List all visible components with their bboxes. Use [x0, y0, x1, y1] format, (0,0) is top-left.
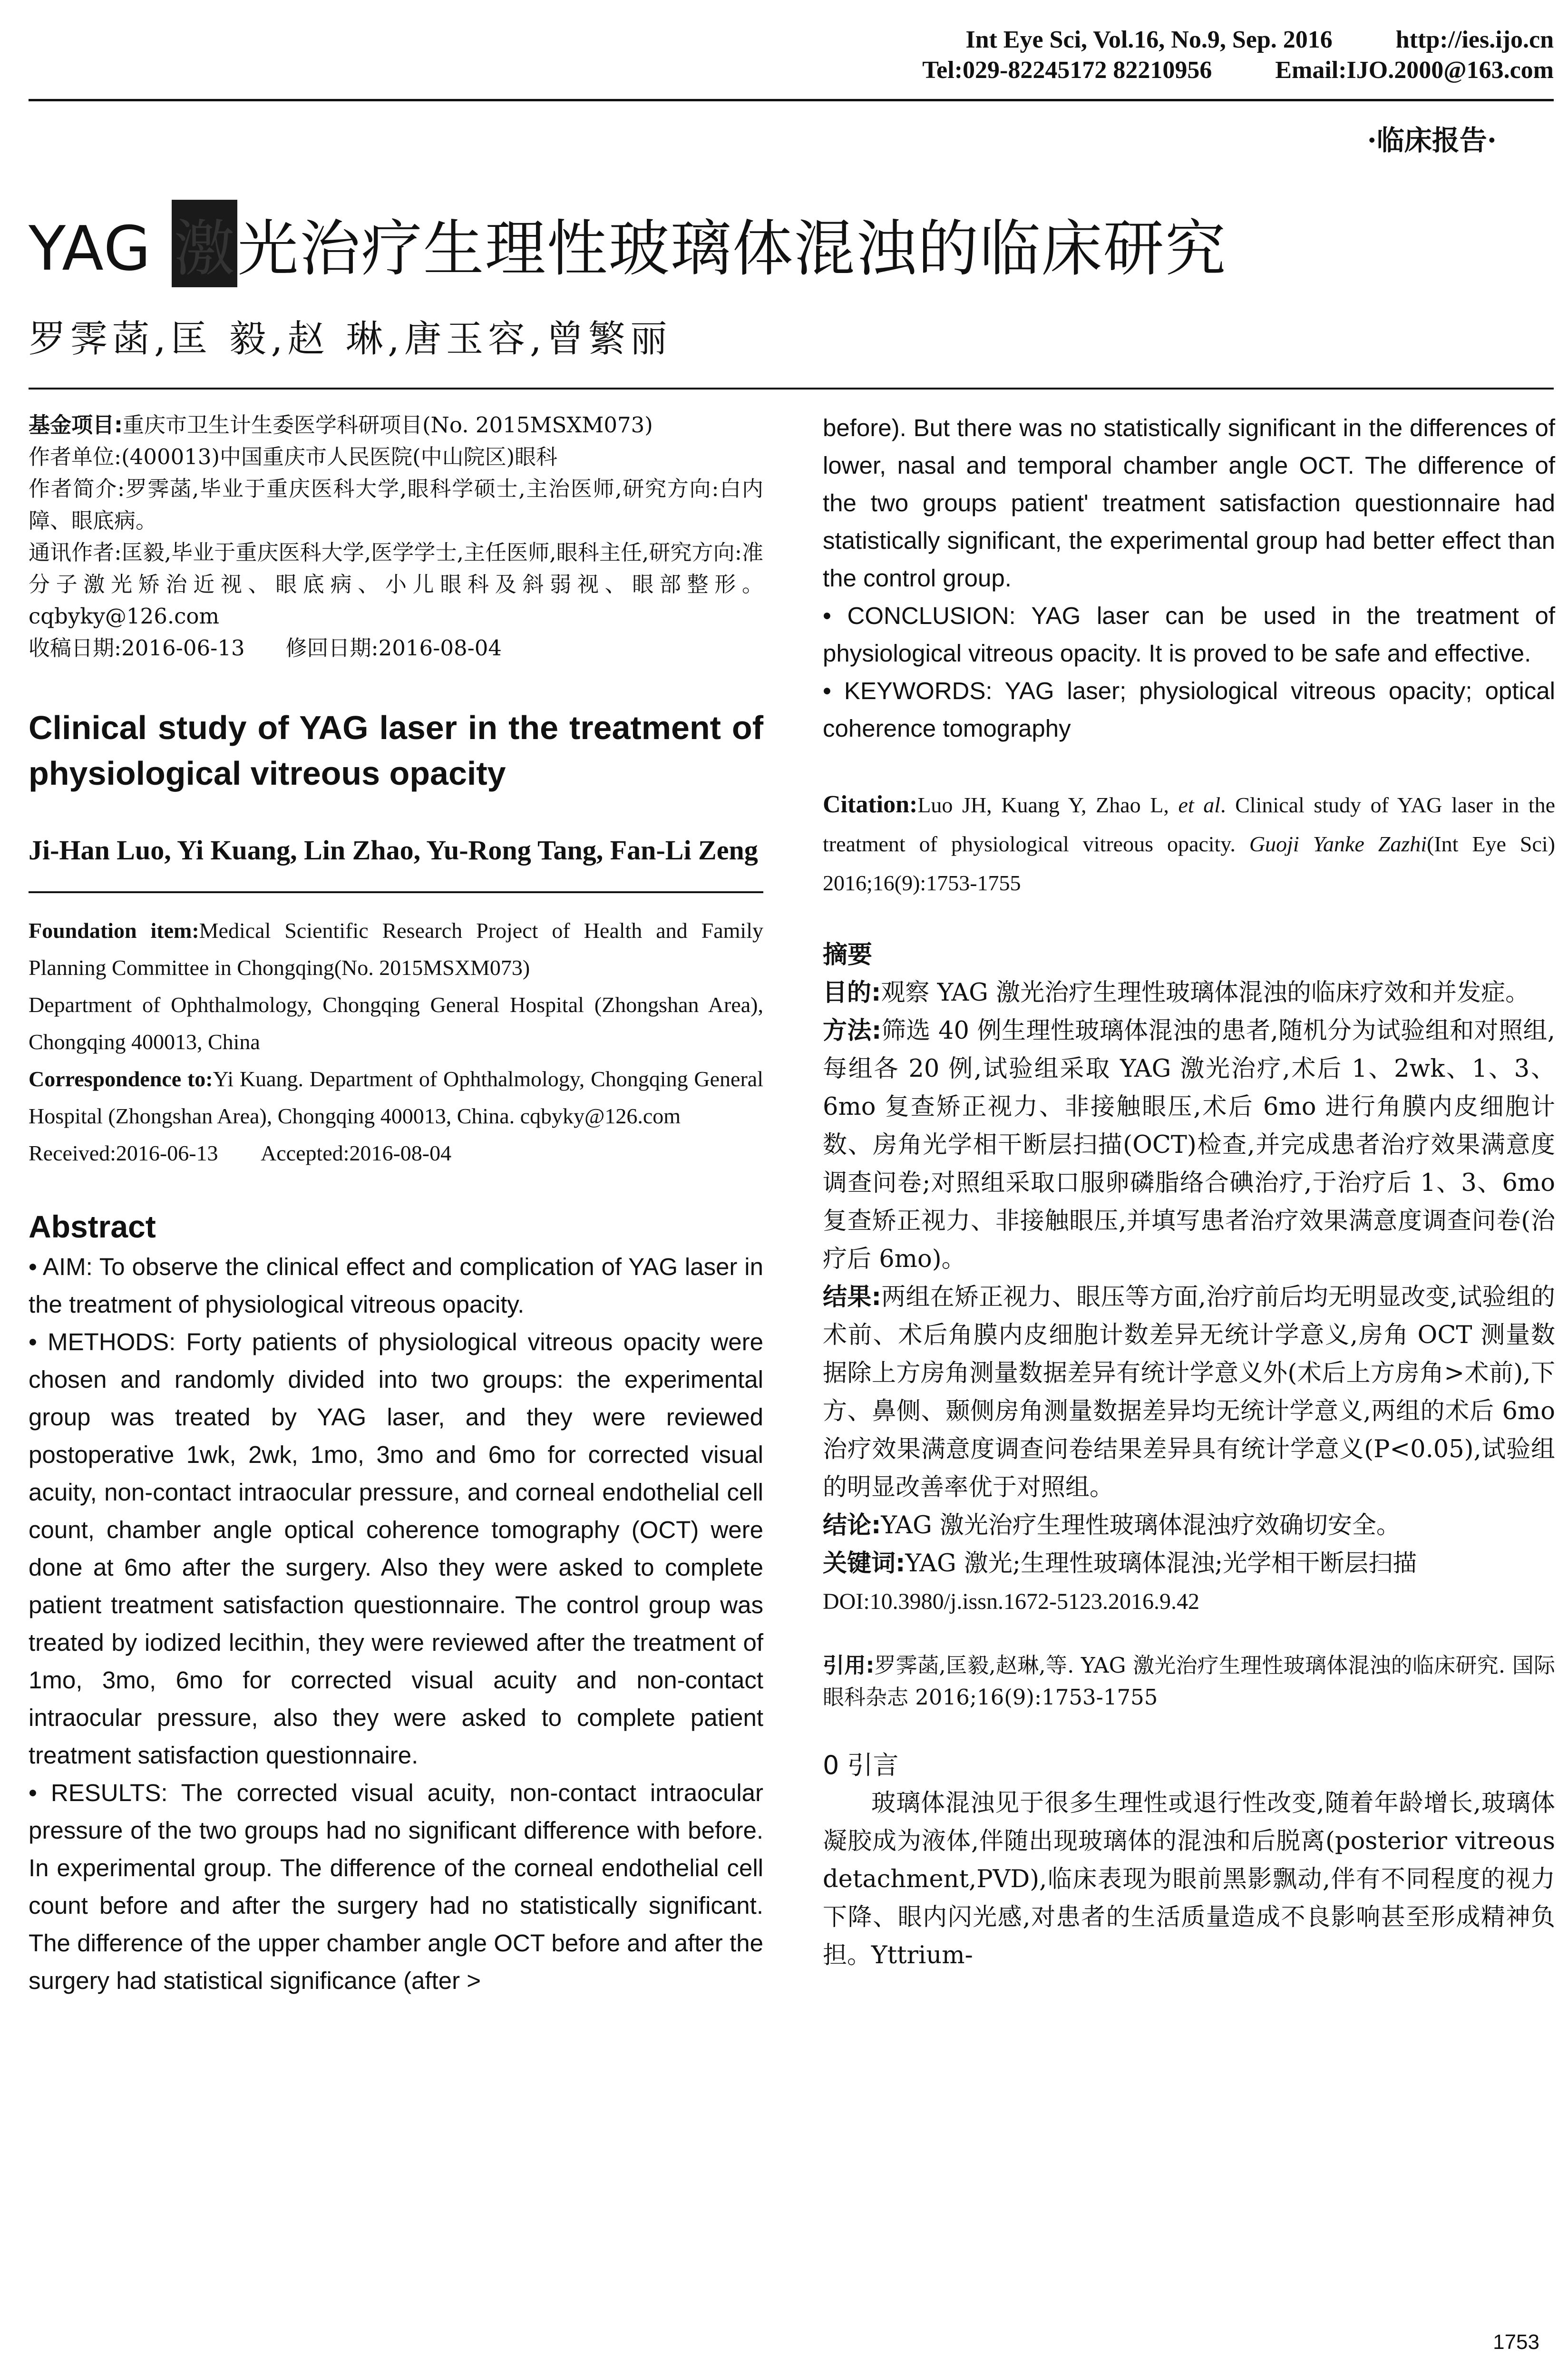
abstract-aim: • AIM: To observe the clinical effect and complication of YAG laser in the treatment of physiological vitreous opacity.: [29, 1253, 763, 1318]
citation-en-journal: Guoji Yanke Zazhi: [1249, 832, 1427, 856]
conclusion-cn-label: 结论:: [823, 1511, 881, 1539]
abstract-cn-heading: 摘要: [823, 941, 873, 969]
author-bio: 作者简介:罗霁菡,毕业于重庆医科大学,眼科学硕士,主治医师,研究方向:白内障、眼底病。: [29, 476, 763, 533]
foundation-cn-label: 基金项目:: [29, 412, 123, 438]
article-title-en: Clinical study of YAG laser in the treatment of physiological vitreous opacity: [29, 709, 763, 792]
keywords-cn: [823, 1545, 1555, 1583]
aim-cn-text: 观察 YAG 激光治疗生理性玻璃体混浊的临床疗效和并发症。: [881, 979, 1530, 1007]
journal-citation-line: Int Eye Sci, Vol.16, No.9, Sep. 2016: [965, 26, 1333, 53]
author-unit: 作者单位:(400013)中国重庆市人民医院(中山院区)眼科: [29, 444, 558, 469]
abstract-methods: • METHODS: Forty patients of physiological vitreous opacity were chosen and randomly divided into two groups: the experimental group was treated by YAG laser, and they were reviewed postoperative 1wk, 2wk, 1mo, 3mo and 6mo for corrected visual acuity, non-contact intraocular pressure, and corneal endothelial cell count, chamber angle optical coherence tomography (OCT) were done at 6mo after the surgery. Also they were asked to complete patient treatment satisfaction questionnaire. The control group was treated by iodized lecithin, they were reviewed after the treatment of 1mo, 3mo, 6mo for corrected visual acuity and non-contact intraocular pressure, also they were asked to complete patient treatment satisfaction questionnaire.: [29, 1328, 763, 1769]
citation-en-title: . Clinical study of YAG laser in the treatment of physiological vitreous opacity.: [823, 793, 1555, 856]
foundation-en-text: Medical Scientific Research Project of Health and Family Planning Committee in Chongqing(No. 2015MSXM073): [29, 918, 763, 980]
section-label: ·临床报告·: [1367, 124, 1497, 156]
foundation-en: [29, 912, 763, 986]
abstract-cn-methods: [823, 1012, 1555, 1278]
citation-en-label: Citation:: [823, 791, 918, 818]
running-header: [922, 25, 1554, 86]
intro-heading: 0 引言: [823, 1750, 899, 1780]
title-prefix: YAG: [29, 214, 172, 284]
abstract-cn-aim: [823, 974, 1555, 1012]
citation-en-authors: Luo JH, Kuang Y, Zhao L,: [917, 793, 1178, 817]
abstract-results: • RESULTS: The corrected visual acuity, non-contact intraocular pressure of the two groups had no significant difference with before. In experimental group. The difference of the corneal endothelial cell count before and after the surgery had no statistically significant. The difference of the upper chamber angle OCT before and after the surgery had statistical significance (after >: [29, 1779, 763, 1994]
citation-en-tail: (Int Eye Sci) 2016;16(9):1753-1755: [823, 832, 1555, 895]
journal-url[interactable]: http://ies.ijo.cn: [1395, 26, 1554, 53]
methods-cn-text: 筛选 40 例生理性玻璃体混浊的患者,随机分为试验组和对照组,每组各 20 例,试验组采取 YAG 激光治疗,术后 1、2wk、1、3、6mo 复查矫正视力、非接触眼压,术后 6mo 进行角膜内皮细胞计数、房角光学相干断层扫描(OCT)检查,并完成患者治疗效果满意度调查问卷;对照组采取口服卵磷脂络合碘治疗,于治疗后 1、3、6mo 复查矫正视力、非接触眼压,并填写患者治疗效果满意度调查问卷(治疗后 6mo)。: [823, 1017, 1555, 1273]
doi[interactable]: DOI:10.3980/j.issn.1672-5123.2016.9.42: [823, 1589, 1199, 1614]
authors-rule: [29, 891, 763, 893]
foundation-cn: [29, 409, 763, 441]
title-obscured-char: 激: [172, 200, 237, 287]
keywords-cn-text: YAG 激光;生理性玻璃体混浊;光学相干断层扫描: [905, 1549, 1417, 1578]
journal-tel: Tel:029-82245172 82210956: [922, 57, 1212, 84]
abstract-keywords: • KEYWORDS: YAG laser; physiological vitreous opacity; optical coherence tomography: [823, 677, 1555, 742]
keywords-cn-label: 关键词:: [823, 1549, 906, 1578]
citation-cn: [823, 1649, 1555, 1713]
received-accepted-en: Received:2016-06-13 Accepted:2016-08-04: [29, 1141, 452, 1165]
department-en: Department of Ophthalmology, Chongqing General Hospital (Zhongshan Area), Chongqing 400013, China: [29, 993, 763, 1054]
title-rule: [29, 388, 1554, 390]
authors-en: Ji-Han Luo, Yi Kuang, Lin Zhao, Yu-Rong Tang, Fan-Li Zeng: [29, 835, 758, 866]
authors-cn: 罗霁菡,匡 毅,赵 琳,唐玉容,曾繁丽: [29, 318, 672, 360]
correspondence-en-label: Correspondence to:: [29, 1067, 213, 1091]
article-title-cn: [29, 200, 1227, 287]
corresponding-author-cn: 通讯作者:匡毅,毕业于重庆医科大学,医学学士,主任医师,眼科主任,研究方向:准分子激光矫治近视、眼底病、小儿眼科及斜弱视、眼部整形。cqbyky@126.com: [29, 540, 763, 629]
correspondence-en: [29, 1061, 763, 1135]
header-rule: [29, 99, 1554, 101]
methods-cn-label: 方法:: [823, 1017, 882, 1045]
journal-email[interactable]: Email:IJO.2000@163.com: [1275, 57, 1554, 84]
conclusion-cn-text: YAG 激光治疗生理性玻璃体混浊疗效确切安全。: [881, 1511, 1401, 1539]
abstract-cn-results: [823, 1278, 1555, 1507]
left-column: [29, 409, 763, 1999]
right-column: [823, 409, 1555, 1975]
page-number: 1753: [1493, 2330, 1539, 2354]
citation-cn-text: 罗霁菡,匡毅,赵琳,等. YAG 激光治疗生理性玻璃体混浊的临床研究. 国际眼科杂志 2016;16(9):1753-1755: [823, 1653, 1555, 1710]
abstract-conclusion: • CONCLUSION: YAG laser can be used in the treatment of physiological vitreous opacity. It is proved to be safe and effective.: [823, 602, 1555, 667]
dates-cn: 收稿日期:2016-06-13 修回日期:2016-08-04: [29, 635, 502, 661]
intro-paragraph: 玻璃体混浊见于很多生理性或退行性改变,随着年龄增长,玻璃体凝胶成为液体,伴随出现玻璃体的混浊和后脱离(posterior vitreous detachment,PVD),临床表现为眼前黑影飘动,伴有不同程度的视力下降、眼内闪光感,对患者的生活质量造成不良影响甚至形成精神负担。Yttrium-: [823, 1789, 1555, 1969]
results-cn-text: 两组在矫正视力、眼压等方面,治疗前后均无明显改变,试验组的术前、术后角膜内皮细胞计数差异无统计学意义,房角 OCT 测量数据除上方房角测量数据差异有统计学意义外(术后上方房角>术前),下方、鼻侧、颞侧房角测量数据差异均无统计学意义,两组的术后 6mo 治疗效果满意度调查问卷结果差异具有统计学意义(P<0.05),试验组的明显改善率优于对照组。: [823, 1283, 1555, 1501]
foundation-en-label: Foundation item:: [29, 918, 199, 943]
citation-en-etal: et al: [1178, 793, 1221, 817]
abstract-heading: Abstract: [29, 1209, 156, 1244]
citation-cn-label: 引用:: [823, 1653, 875, 1678]
aim-cn-label: 目的:: [823, 979, 881, 1007]
abstract-cn-conclusion: [823, 1507, 1555, 1545]
correspondence-en-text: Yi Kuang. Department of Ophthalmology, Chongqing General Hospital (Zhongshan Area), Chongqing 400013, China. cqbyky@126.com: [29, 1067, 763, 1128]
foundation-cn-text: 重庆市卫生计生委医学科研项目(No. 2015MSXM073): [123, 412, 653, 438]
title-rest: 光治疗生理性玻璃体混浊的临床研究: [237, 214, 1227, 284]
results-cn-label: 结果:: [823, 1283, 881, 1311]
citation-en: [823, 785, 1555, 903]
abstract-results-continued: before). But there was no statistically significant in the differences of lower, nasal and temporal chamber angle OCT. The difference of the two groups patient' treatment satisfaction questionnaire had statistically significant, the experimental group had better effect than the control group.: [823, 414, 1555, 592]
